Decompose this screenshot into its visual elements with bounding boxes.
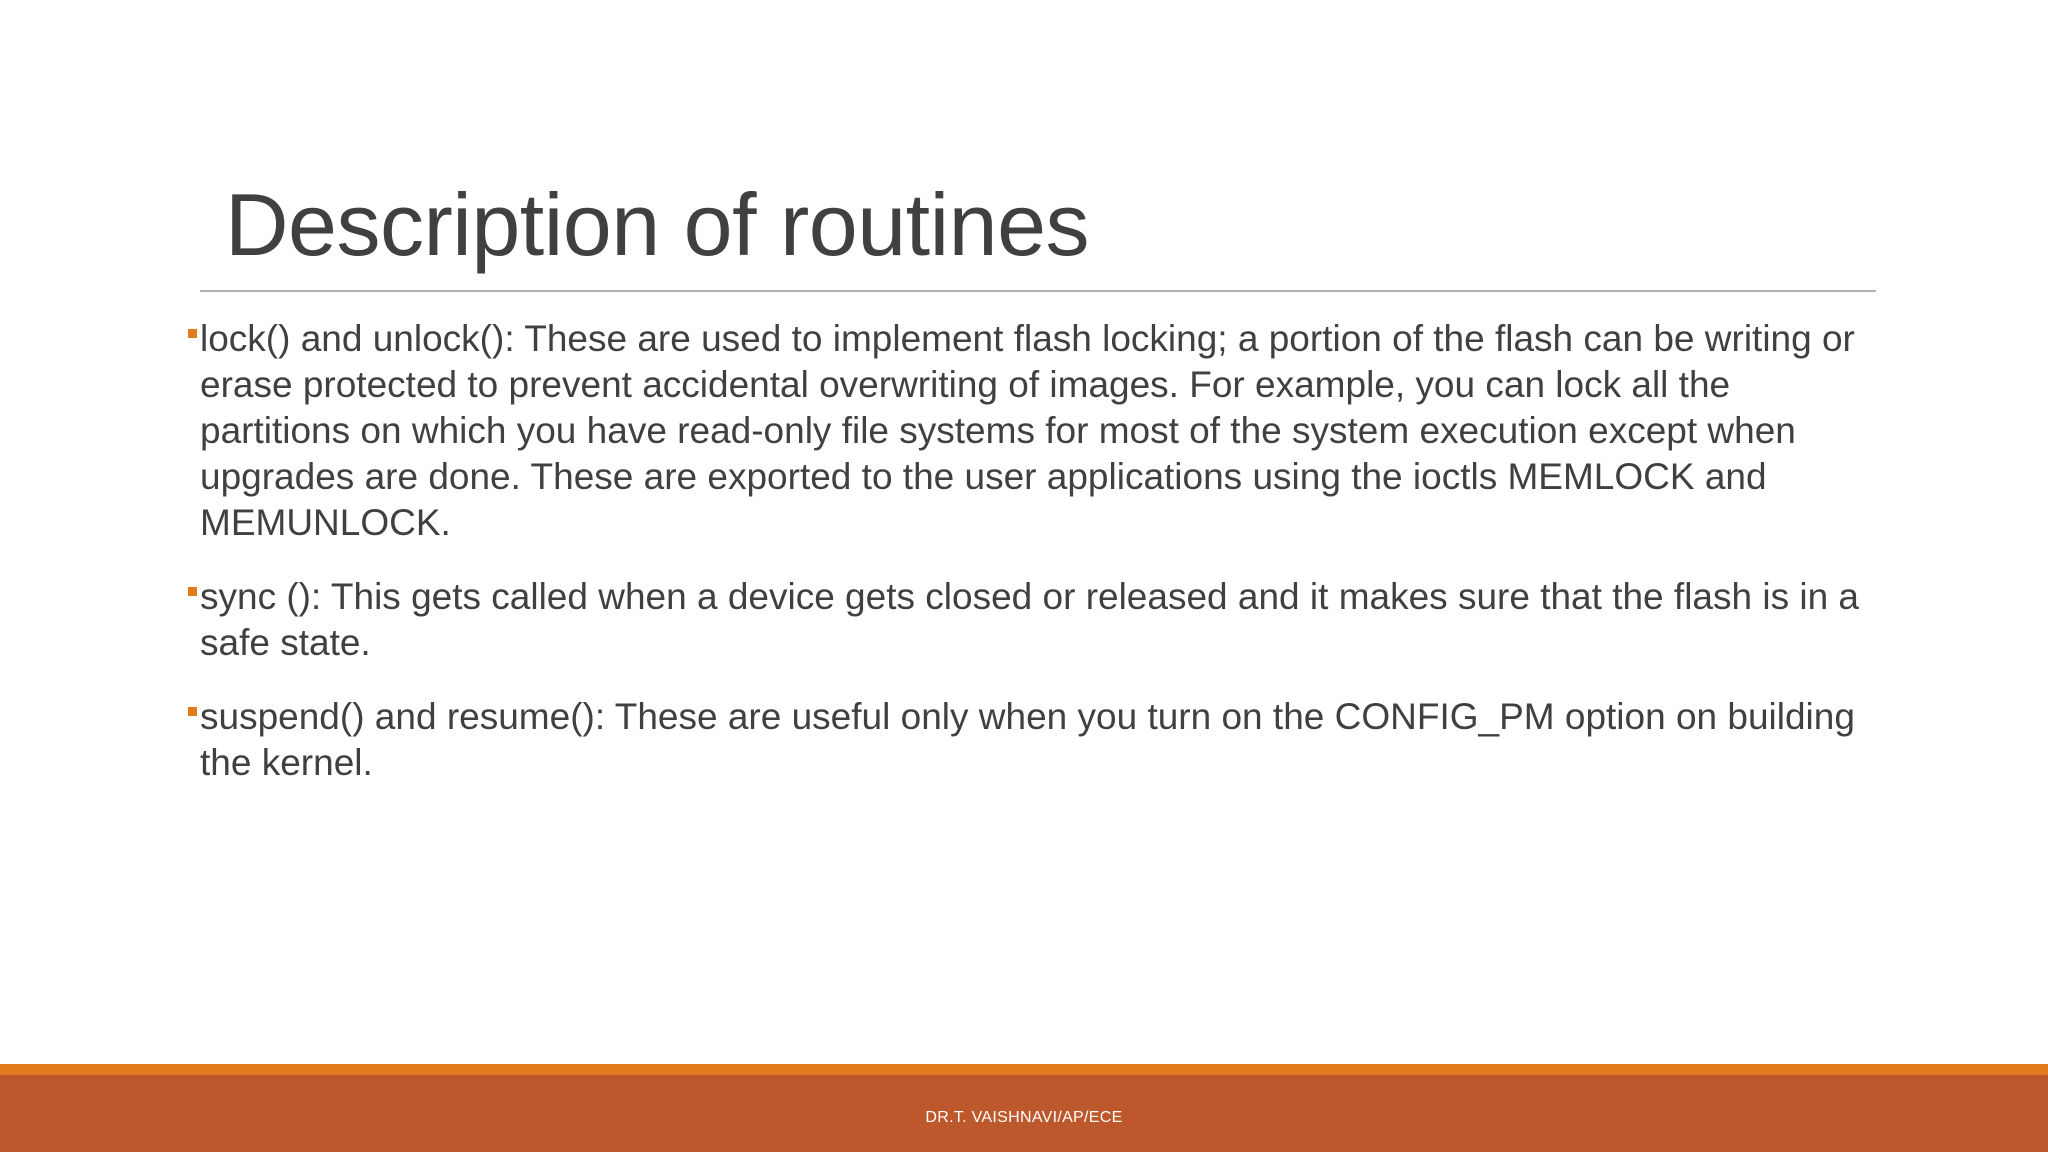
title-divider xyxy=(200,290,1876,292)
slide-title: Description of routines xyxy=(225,175,1090,274)
bullet-item xyxy=(200,574,1880,666)
square-bullet-icon xyxy=(188,707,197,716)
bullet-text: suspend() and resume(): These are useful only when you turn on the CONFIG_PM option on building the kernel. xyxy=(200,696,1855,783)
square-bullet-icon xyxy=(188,587,197,596)
bullet-list xyxy=(200,316,1880,815)
footer-text: DR.T. VAISHNAVI/AP/ECE xyxy=(925,1109,1123,1126)
footer-accent-band xyxy=(0,1064,2048,1075)
bullet-text: lock() and unlock(): These are used to implement flash locking; a portion of the flash can be writing or erase protected to prevent accidental overwriting of images. For example, you can lock all the partitions on which you have read-only file systems for most of the system execution except when upgrades are done. These are exported to the user applications using the ioctls MEMLOCK and MEMUNLOCK. xyxy=(200,318,1855,543)
bullet-item xyxy=(200,316,1880,546)
square-bullet-icon xyxy=(188,329,197,338)
bullet-text: sync (): This gets called when a device gets closed or released and it makes sure that the flash is in a safe state. xyxy=(200,576,1860,663)
bullet-item xyxy=(200,694,1880,786)
